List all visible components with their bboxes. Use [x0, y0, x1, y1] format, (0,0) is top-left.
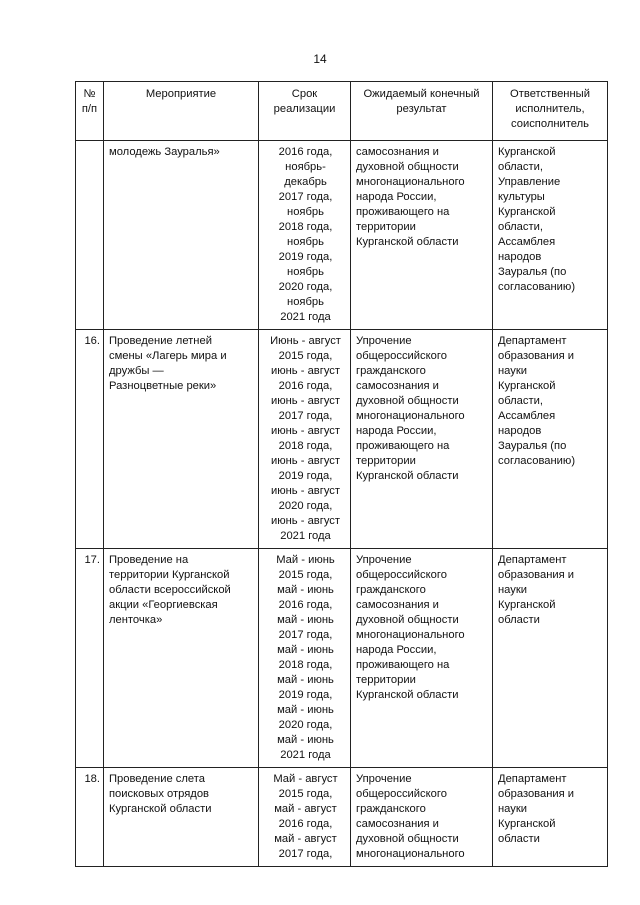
cell-line: народов — [498, 425, 542, 437]
cell-line: народа России, — [356, 191, 437, 203]
cell-line: Ожидаемый конечный — [363, 88, 480, 100]
cell-line: май - июнь — [277, 704, 334, 716]
row-number: 18. — [76, 768, 104, 867]
cell-line: 2019 года, — [278, 689, 333, 701]
cell-line: 2018 года, — [278, 659, 333, 671]
cell-line: самосознания и — [356, 146, 439, 158]
cell-line: Зауралья (по — [498, 440, 567, 452]
cell-line: области, — [498, 395, 543, 407]
cell-line: май - июнь — [277, 644, 334, 656]
cell-line: Мероприятие — [145, 88, 217, 100]
cell-line: Департамент — [498, 773, 567, 785]
cell-line: народа России, — [356, 425, 437, 437]
cell-line: Курганской — [498, 599, 556, 611]
cell-line: май - август — [274, 833, 337, 845]
cell-line: Май - август — [273, 773, 338, 785]
cell-line: 2021 года — [280, 311, 331, 323]
cell-line: 2020 года, — [278, 719, 333, 731]
cell-line: духовной общности — [356, 161, 459, 173]
header-term — [259, 82, 351, 141]
cell-line: Зауралья (по — [498, 266, 567, 278]
result-cell — [351, 768, 493, 867]
cell-line: ноябрь — [287, 206, 324, 218]
cell-line: июнь - август — [270, 455, 341, 467]
cell-line: Срок — [291, 88, 318, 100]
header-num — [76, 82, 104, 141]
cell-line: исполнитель, — [515, 103, 585, 115]
table-header-row — [76, 82, 608, 141]
result-cell — [351, 330, 493, 549]
cell-line: Проведение слета — [109, 773, 205, 785]
cell-line: 2016 года, — [278, 599, 333, 611]
cell-line: науки — [498, 803, 528, 815]
cell-line: согласованию) — [498, 455, 576, 467]
executor-cell — [493, 768, 608, 867]
cell-line: ленточка» — [109, 614, 163, 626]
cell-line: многонационального — [356, 629, 465, 641]
cell-line: результат — [396, 103, 447, 115]
cell-line: гражданского — [356, 365, 426, 377]
cell-line: Ассамблея — [498, 410, 556, 422]
result-cell — [351, 141, 493, 330]
cell-line: Курганской области — [356, 689, 459, 701]
cell-line: проживающего на — [356, 206, 450, 218]
cell-line: самосознания и — [356, 818, 439, 830]
cell-line: общероссийского — [356, 569, 447, 581]
cell-line: 2019 года, — [278, 470, 333, 482]
executor-cell — [493, 549, 608, 768]
cell-line: 2017 года, — [278, 191, 333, 203]
cell-line: образования и — [498, 350, 575, 362]
cell-line: п/п — [81, 103, 98, 115]
cell-line: 2017 года, — [278, 848, 333, 860]
cell-line: 2016 года, — [278, 380, 333, 392]
cell-line: 2018 года, — [278, 440, 333, 452]
cell-line: Июнь - август — [270, 335, 341, 347]
cell-line: поисковых отрядов — [109, 788, 209, 800]
cell-line: Ответственный — [510, 88, 590, 100]
term-cell — [259, 549, 351, 768]
cell-line: смены «Лагерь мира и — [109, 350, 227, 362]
cell-line: май - август — [274, 803, 337, 815]
cell-line: май - июнь — [277, 674, 334, 686]
cell-line: № — [83, 88, 96, 100]
cell-line: 2015 года, — [278, 569, 333, 581]
term-cell — [259, 330, 351, 549]
cell-line: образования и — [498, 788, 575, 800]
cell-line: общероссийского — [356, 788, 447, 800]
cell-line: Курганской области — [356, 470, 459, 482]
cell-line: Курганской области — [356, 236, 459, 248]
table-row — [76, 141, 608, 330]
cell-line: Проведение летней — [109, 335, 212, 347]
cell-line: 2020 года, — [278, 500, 333, 512]
row-number: 17. — [76, 549, 104, 768]
table-row — [76, 330, 608, 549]
cell-line: территории — [356, 674, 416, 686]
executor-cell — [493, 141, 608, 330]
cell-line: Департамент — [498, 554, 567, 566]
cell-line: июнь - август — [270, 425, 341, 437]
row-number — [76, 141, 104, 330]
event-cell — [104, 141, 259, 330]
cell-line: 2019 года, — [278, 251, 333, 263]
cell-line: ноябрь — [287, 296, 324, 308]
cell-line: Курганской области — [109, 803, 212, 815]
cell-line: май - июнь — [277, 584, 334, 596]
cell-line: Курганской — [498, 818, 556, 830]
page-number: 14 — [313, 52, 327, 66]
cell-line: реализации — [273, 103, 336, 115]
cell-line: акции «Георгиевская — [109, 599, 218, 611]
cell-line: самосознания и — [356, 380, 439, 392]
cell-line: самосознания и — [356, 599, 439, 611]
cell-line: Департамент — [498, 335, 567, 347]
cell-line: ноябрь-декабрь — [284, 161, 327, 188]
cell-line: Курганской — [498, 146, 556, 158]
cell-line: 2017 года, — [278, 410, 333, 422]
cell-line: июнь - август — [270, 485, 341, 497]
cell-line: 2015 года, — [278, 788, 333, 800]
cell-line: июнь - август — [270, 395, 341, 407]
row-number: 16. — [76, 330, 104, 549]
table-row — [76, 768, 608, 867]
cell-line: духовной общности — [356, 395, 459, 407]
cell-line: территории — [356, 455, 416, 467]
cell-line: май - июнь — [277, 734, 334, 746]
cell-line: Курганской — [498, 380, 556, 392]
table-row — [76, 549, 608, 768]
cell-line: ноябрь — [287, 236, 324, 248]
cell-line: проживающего на — [356, 440, 450, 452]
cell-line: 2015 года, — [278, 350, 333, 362]
cell-line: июнь - август — [270, 515, 341, 527]
cell-line: дружбы — — [109, 365, 164, 377]
cell-line: культуры — [498, 191, 545, 203]
cell-line: области всероссийской — [109, 584, 231, 596]
cell-line: согласованию) — [498, 281, 576, 293]
cell-line: науки — [498, 365, 528, 377]
cell-line: Ассамблея — [498, 236, 556, 248]
cell-line: 2021 года — [280, 530, 331, 542]
cell-line: духовной общности — [356, 614, 459, 626]
cell-line: 2016 года, — [278, 146, 333, 158]
cell-line: общероссийского — [356, 350, 447, 362]
cell-line: территории — [356, 221, 416, 233]
cell-line: гражданского — [356, 803, 426, 815]
cell-line: территории Курганской — [109, 569, 230, 581]
header-event — [104, 82, 259, 141]
cell-line: духовной общности — [356, 833, 459, 845]
cell-line: области, — [498, 161, 543, 173]
cell-line: молодежь Зауралья» — [109, 146, 220, 158]
event-cell — [104, 549, 259, 768]
cell-line: май - июнь — [277, 614, 334, 626]
cell-line: гражданского — [356, 584, 426, 596]
cell-line: области — [498, 614, 540, 626]
cell-line: проживающего на — [356, 659, 450, 671]
cell-line: народа России, — [356, 644, 437, 656]
cell-line: июнь - август — [270, 365, 341, 377]
cell-line: 2017 года, — [278, 629, 333, 641]
executor-cell — [493, 330, 608, 549]
cell-line: ноябрь — [287, 266, 324, 278]
cell-line: Упрочение — [356, 335, 412, 347]
cell-line: Проведение на — [109, 554, 189, 566]
cell-line: Разноцветные реки» — [109, 380, 217, 392]
cell-line: многонационального — [356, 410, 465, 422]
cell-line: области — [498, 833, 540, 845]
cell-line: 2020 года, — [278, 281, 333, 293]
cell-line: Управление — [498, 176, 561, 188]
cell-line: 2016 года, — [278, 818, 333, 830]
result-cell — [351, 549, 493, 768]
cell-line: Упрочение — [356, 554, 412, 566]
cell-line: многонационального — [356, 176, 465, 188]
cell-line: науки — [498, 584, 528, 596]
header-result — [351, 82, 493, 141]
header-exec — [493, 82, 608, 141]
cell-line: Курганской — [498, 206, 556, 218]
event-cell — [104, 768, 259, 867]
cell-line: Май - июнь — [276, 554, 335, 566]
cell-line: образования и — [498, 569, 575, 581]
cell-line: народов — [498, 251, 542, 263]
cell-line: области, — [498, 221, 543, 233]
cell-line: 2021 года — [280, 749, 331, 761]
term-cell — [259, 768, 351, 867]
term-cell — [259, 141, 351, 330]
cell-line: 2018 года, — [278, 221, 333, 233]
event-cell — [104, 330, 259, 549]
events-table — [75, 81, 608, 867]
cell-line: соисполнитель — [511, 118, 589, 130]
cell-line: многонационального — [356, 848, 465, 860]
cell-line: Упрочение — [356, 773, 412, 785]
